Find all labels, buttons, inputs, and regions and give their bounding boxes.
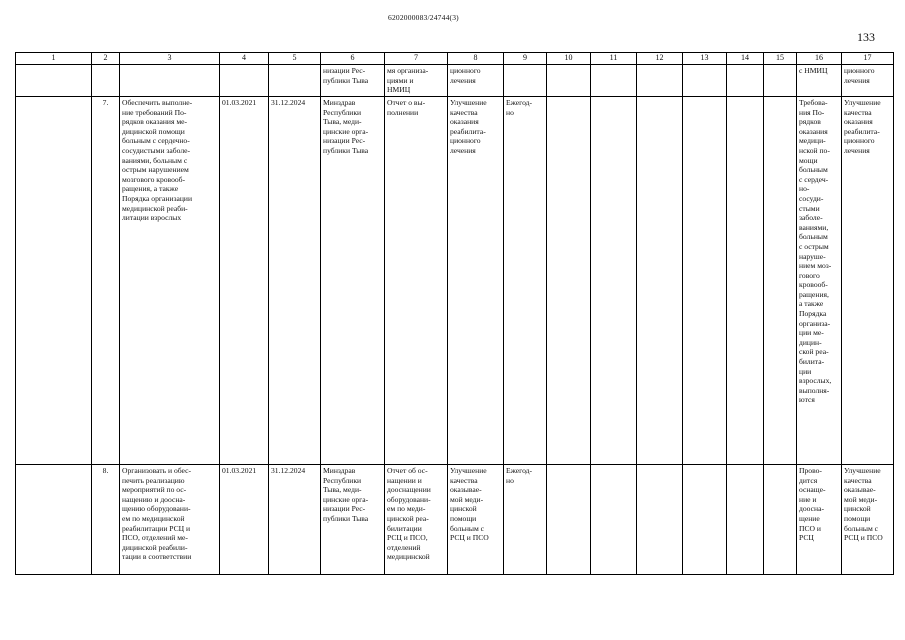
table-cell: ционного лечения <box>842 65 894 97</box>
table-cell <box>637 65 683 97</box>
table-cell <box>727 97 764 465</box>
column-header: 1 <box>16 53 92 65</box>
table-cell <box>16 97 92 465</box>
column-header: 11 <box>591 53 637 65</box>
column-header: 7 <box>385 53 448 65</box>
table-cell: Прово- дится оснаще- ние и доосна- щение ПСО и РСЦ <box>797 465 842 575</box>
column-header: 4 <box>220 53 269 65</box>
table-cell: Улучшение качества оказания реабилита- ционного лечения <box>448 97 504 465</box>
column-header: 3 <box>120 53 220 65</box>
table-cell <box>547 465 591 575</box>
start-date: 01.03.2021 <box>220 465 269 575</box>
table-cell <box>16 65 92 97</box>
column-header: 8 <box>448 53 504 65</box>
table-cell: Улучшение качества оказывае- мой меди- цинской помощи больным с РСЦ и ПСО <box>448 465 504 575</box>
table-cell: Улучшение качества оказывае- мой меди- цинской помощи больным с РСЦ и ПСО <box>842 465 894 575</box>
column-header: 2 <box>92 53 120 65</box>
table-cell <box>764 465 797 575</box>
table-cell <box>764 65 797 97</box>
table-cell: Отчет об ос- нащении и дооснащении оборудовани- ем по меди- цинской реа- билитации РСЦ и ПСО, отделений медицинской <box>385 465 448 575</box>
start-date: 01.03.2021 <box>220 97 269 465</box>
table-cell: Обеспечить выполне- ние требований По- рядков оказания ме- дицинской помощи больным с сердечно- сосудистыми заболе- ваниями, больным с острым нарушением мозгового кровооб- ращения, а также Порядка организации медицинской реаби- литации взрослых <box>120 97 220 465</box>
table-cell: Ежегод- но <box>504 97 547 465</box>
table-cell <box>16 465 92 575</box>
column-header: 5 <box>269 53 321 65</box>
column-header: 15 <box>764 53 797 65</box>
table-row <box>16 465 894 575</box>
column-header: 9 <box>504 53 547 65</box>
column-header: 17 <box>842 53 894 65</box>
table-cell: Минздрав Республики Тыва, меди- цинские орга- низации Рес- публики Тыва <box>321 97 385 465</box>
table-cell <box>591 465 637 575</box>
table-cell <box>591 65 637 97</box>
row-number: 7. <box>92 97 120 465</box>
table-cell: Минздрав Республики Тыва, меди- цинские орга- низации Рес- публики Тыва <box>321 465 385 575</box>
table-cell <box>547 97 591 465</box>
table-cell: Улучшение качества оказания реабилита- ционного лечения <box>842 97 894 465</box>
column-number-row <box>16 53 894 65</box>
plan-table <box>15 52 894 575</box>
end-date: 31.12.2024 <box>269 97 321 465</box>
table-row-continued <box>16 65 894 97</box>
table-cell: Ежегод- но <box>504 465 547 575</box>
table-cell <box>683 65 727 97</box>
table-cell: низации Рес- публики Тыва <box>321 65 385 97</box>
table-cell: ционного лечения <box>448 65 504 97</box>
table-cell <box>92 65 120 97</box>
table-cell: Требова- ния По- рядков оказания медици- нской по- мощи больным с сердеч- но- сосуди- стыми заболе- ваниями, больным с острым наруше- нием моз- гового кровооб- ращения, а также Порядка организа- ции ме- дицин- ской реа- билита- ции взрослых, выполня- ются <box>797 97 842 465</box>
column-header: 12 <box>637 53 683 65</box>
table-cell <box>220 65 269 97</box>
column-header: 14 <box>727 53 764 65</box>
table-cell <box>727 65 764 97</box>
column-header: 10 <box>547 53 591 65</box>
table-cell <box>637 97 683 465</box>
table-cell: Отчет о вы- полнении <box>385 97 448 465</box>
end-date: 31.12.2024 <box>269 465 321 575</box>
table-cell <box>683 97 727 465</box>
page-number: 133 <box>857 30 875 44</box>
table-cell <box>547 65 591 97</box>
table-cell: Организовать и обес- печить реализацию мероприятий по ос- нащению и доосна- щению оборудовани- ем по медицинской реабилитации РСЦ и ПСО, отделений ме- дицинской реабили- тации в соответствии <box>120 465 220 575</box>
table-cell <box>591 97 637 465</box>
table-cell <box>637 465 683 575</box>
table-cell <box>269 65 321 97</box>
document-id: 6202000083/24744(3) <box>388 13 459 22</box>
table-cell <box>504 65 547 97</box>
table-cell: с НМИЦ <box>797 65 842 97</box>
table-row <box>16 97 894 465</box>
column-header: 16 <box>797 53 842 65</box>
column-header: 6 <box>321 53 385 65</box>
column-header: 13 <box>683 53 727 65</box>
row-number: 8. <box>92 465 120 575</box>
table-cell: мя организа- циями и НМИЦ <box>385 65 448 97</box>
table-cell <box>727 465 764 575</box>
table-cell <box>764 97 797 465</box>
table-cell <box>120 65 220 97</box>
table-cell <box>683 465 727 575</box>
